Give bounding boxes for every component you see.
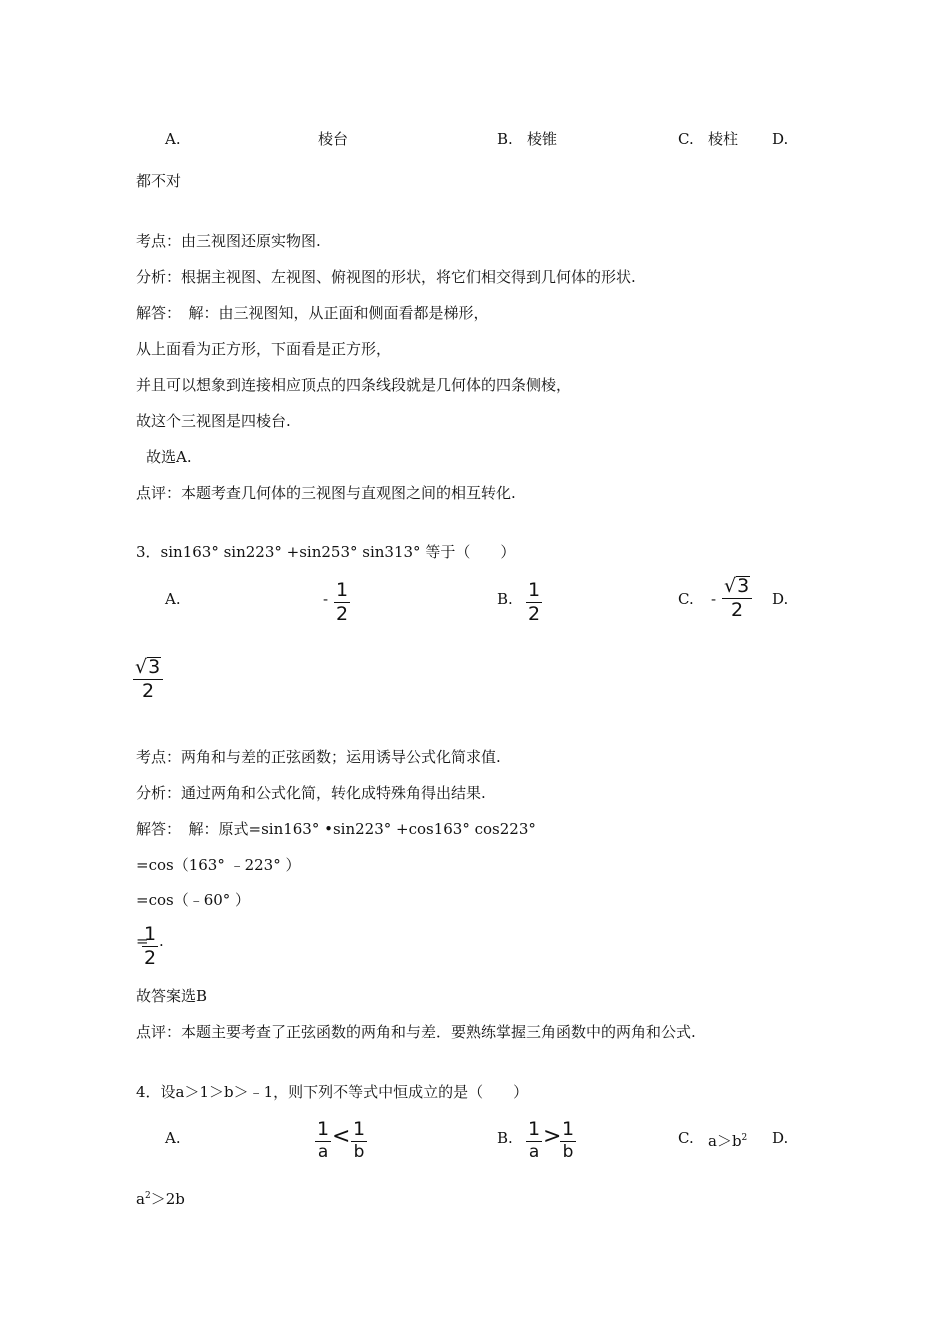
q4-option-c-exponent: 2 [741, 1133, 748, 1143]
q2-line4: 故这个三视图是四棱台. [136, 412, 291, 430]
option-c-label: C. [678, 130, 694, 148]
q3-option-b-fraction [526, 581, 542, 624]
q4-option-b-right-fraction [560, 1120, 576, 1161]
fraction-numerator: 1 [144, 923, 157, 945]
fraction-denominator: b [353, 1142, 365, 1162]
q3-fenxi: 分析：通过两角和公式化简，转化成特殊角得出结果. [136, 784, 486, 802]
fraction-numerator: 1 [336, 579, 349, 601]
q4-option-a-label: A. [165, 1129, 181, 1147]
fraction-numerator [133, 657, 163, 677]
q4-option-d-base: a [136, 1190, 145, 1208]
q4-option-a-right-fraction [351, 1120, 367, 1161]
q4-option-c-text [708, 1129, 747, 1150]
fraction-denominator: 2 [336, 603, 349, 625]
q4-option-a-relation: < [332, 1124, 351, 1149]
q4-stem: 4．设a＞1＞b＞﹣1，则下列不等式中恒成立的是（ ） [136, 1083, 529, 1101]
q3-step3-fraction [142, 925, 158, 968]
q3-option-d-label: D. [772, 590, 789, 608]
q4-option-b-left-fraction [526, 1120, 542, 1161]
q2-line2: 从上面看为正方形，下面看是正方形， [136, 340, 392, 358]
q3-step3-suffix: . [159, 932, 164, 950]
radicand: 3 [148, 656, 161, 678]
q2-choice: 故选A. [146, 448, 192, 466]
q2-fenxi: 分析：根据主视图、左视图、俯视图的形状，将它们相交得到几何体的形状. [136, 268, 636, 286]
q4-option-a-left-fraction [315, 1120, 331, 1161]
q3-option-b-label: B. [497, 590, 513, 608]
q3-option-a-sign: - [323, 590, 329, 608]
q3-step3-prefix: = [136, 932, 149, 950]
option-b-label: B. [497, 130, 513, 148]
option-d-text: 都不对 [136, 172, 182, 190]
q4-option-d-exponent: 2 [144, 1191, 151, 1201]
q2-kaodian: 考点：由三视图还原实物图. [136, 232, 321, 250]
q4-option-b-relation: > [543, 1124, 562, 1149]
q2-line3: 并且可以想象到连接相应顶点的四条线段就是几何体的四条侧棱， [136, 376, 572, 394]
q3-stem: 3．sin163° sin223° +sin253° sin313° 等于（ ） [136, 543, 516, 561]
q4-option-c-base: a＞b [708, 1132, 742, 1150]
q3-option-c-sign: - [711, 590, 717, 608]
q3-option-a-label: A. [165, 590, 181, 608]
q4-option-d-label: D. [772, 1129, 789, 1147]
fraction-numerator: 1 [528, 1118, 541, 1140]
fraction-denominator: 2 [144, 947, 157, 969]
option-a-label: A. [165, 130, 181, 148]
q3-dianping: 点评：本题主要考查了正弦函数的两角和与差．要熟练掌握三角函数中的两角和公式. [136, 1023, 696, 1041]
q3-kaodian: 考点：两角和与差的正弦函数；运用诱导公式化简求值. [136, 748, 501, 766]
fraction-denominator: 2 [142, 680, 155, 702]
fraction-denominator: b [562, 1142, 574, 1162]
q2-jieda: 解答： 解：由三视图知，从正面和侧面看都是梯形， [136, 304, 489, 322]
fraction-numerator: 1 [528, 579, 541, 601]
q3-option-d-fraction [133, 657, 163, 701]
q4-option-b-label: B. [497, 1129, 513, 1147]
q4-option-c-label: C. [678, 1129, 694, 1147]
q4-option-d-rest: ＞2b [150, 1190, 185, 1208]
option-a-text: 棱台 [318, 130, 349, 148]
q3-option-a-fraction [334, 581, 350, 624]
fraction-numerator: 1 [317, 1118, 330, 1140]
fraction-numerator [722, 576, 752, 596]
fraction-denominator: 2 [731, 599, 744, 621]
fraction-numerator: 1 [353, 1118, 366, 1140]
q2-dianping: 点评：本题考查几何体的三视图与直观图之间的相互转化. [136, 484, 516, 502]
q4-option-d-text [136, 1187, 185, 1208]
sqrt-icon: √ [724, 575, 737, 597]
q3-step2: =cos（﹣60° ） [136, 891, 251, 909]
q3-step1: =cos（163° ﹣223° ） [136, 856, 301, 874]
option-c-text: 棱柱 [708, 130, 739, 148]
option-d-label: D. [772, 130, 789, 148]
fraction-denominator: 2 [528, 603, 541, 625]
q3-answer: 故答案选B [136, 987, 208, 1005]
q3-option-c-label: C. [678, 590, 694, 608]
q3-jieda: 解答： 解：原式=sin163° •sin223° +cos163° cos223° [136, 820, 536, 838]
q3-option-c-fraction [722, 576, 752, 620]
sqrt-icon: √ [135, 656, 148, 678]
fraction-denominator: a [528, 1142, 540, 1162]
radicand: 3 [737, 575, 750, 597]
option-b-text: 棱锥 [527, 130, 558, 148]
fraction-denominator: a [317, 1142, 329, 1162]
fraction-numerator: 1 [562, 1118, 575, 1140]
